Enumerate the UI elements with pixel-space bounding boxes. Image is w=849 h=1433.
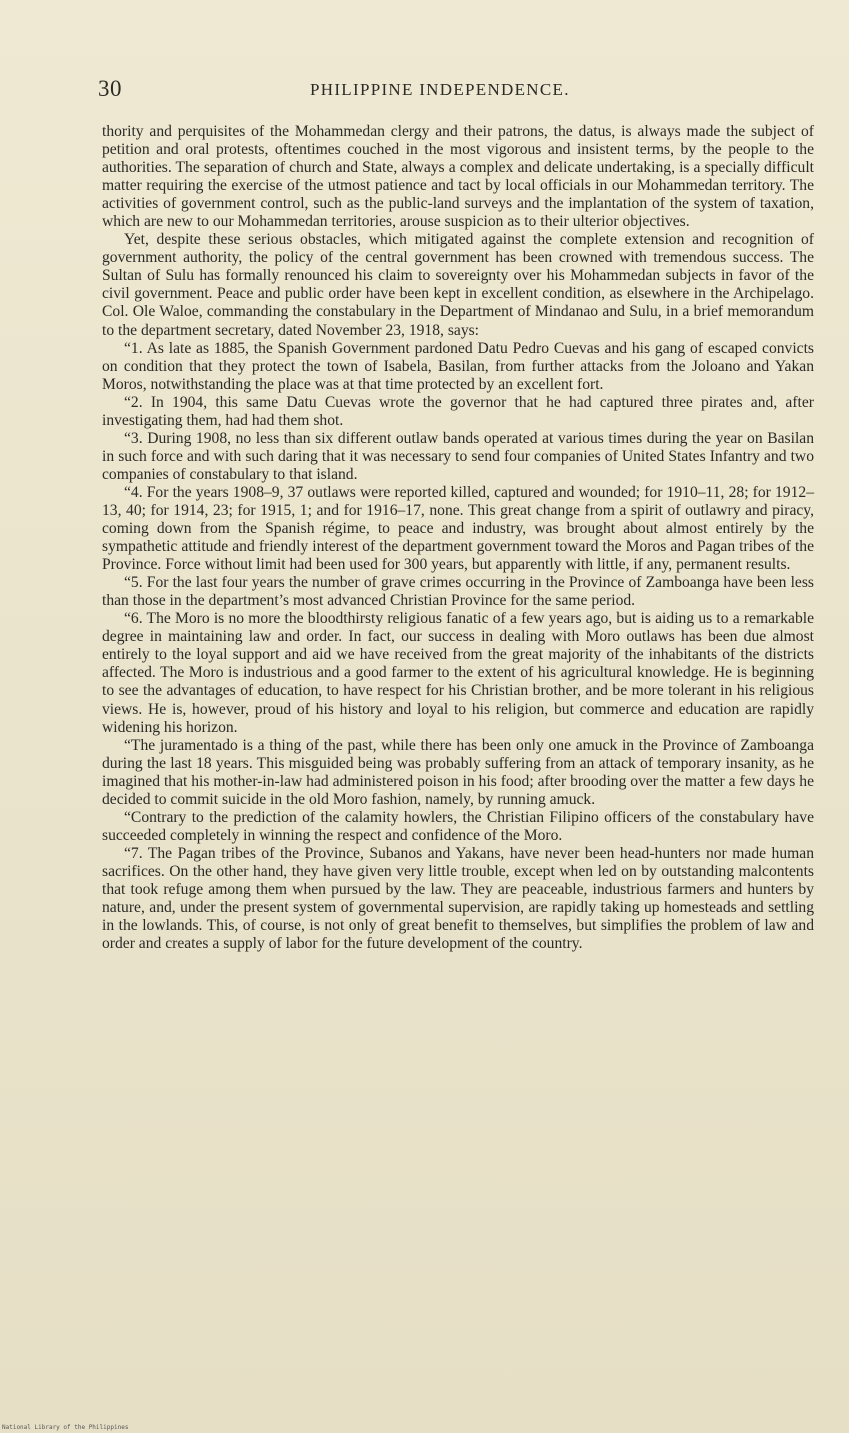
body-text	[102, 123, 814, 953]
paragraph: “4. For the years 1908–9, 37 outlaws were reported killed, captured and wounded; for 1910–11, 28; for 1912–13, 40; for 1914, 23; for 1915, 1; and for 1916–17, none. This great change from a spirit of outlawry and piracy, coming down from the Spanish régime, to peace and industry, was brought about almost entirely by the sympathetic attitude and friendly interest of the department government toward the Moros and Pagan tribes of the Province. Force without limit had been used for 300 years, but apparently with little, if any, permanent results.	[102, 483, 814, 574]
paragraph: “7. The Pagan tribes of the Province, Subanos and Yakans, have never been head-hunters nor made human sacrifices. On the other hand, they have given very little trouble, except when led on by outstanding malcontents that took refuge among them when pursued by the law. They are peaceable, industrious farmers and hunters by nature, and, under the present system of governmental supervision, are rapidly taking up homesteads and settling in the lowlands. This, of course, is not only of great benefit to themselves, but simplifies the problem of law and order and creates a supply of labor for the future development of the country.	[102, 844, 814, 953]
paragraph: Yet, despite these serious obstacles, which mitigated against the complete extension and recognition of government authority, the policy of the central government has been crowned with tremendous success. The Sultan of Sulu has formally renounced his claim to sovereignty over his Mohammedan subjects in favor of the civil government. Peace and public order have been kept in excellent condition, as elsewhere in the Archipelago. Col. Ole Waloe, commanding the constabulary in the Department of Mindanao and Sulu, in a brief memorandum to the department secretary, dated November 23, 1918, says:	[102, 231, 814, 339]
running-title: PHILIPPINE INDEPENDENCE.	[310, 80, 570, 99]
paragraph: “1. As late as 1885, the Spanish Government pardoned Datu Pedro Cuevas and his gang of escaped convicts on condition that they protect the town of Isabela, Basilan, from further attacks from the Joloano and Yakan Moros, notwithstanding the place was at that time protected by an excellent fort.	[102, 339, 814, 393]
paragraph: “5. For the last four years the number of grave crimes occurring in the Province of Zamboanga have been less than those in the department’s most advanced Christian Province for the same period.	[102, 574, 814, 610]
page-header	[98, 76, 818, 104]
paragraph: “2. In 1904, this same Datu Cuevas wrote the governor that he had captured three pirates and, after investigating them, had had them shot.	[102, 393, 814, 429]
paragraph: “Contrary to the prediction of the calamity howlers, the Christian Filipino officers of the constabulary have succeeded completely in winning the respect and confidence of the Moro.	[102, 808, 814, 844]
paragraph: “6. The Moro is no more the bloodthirsty religious fanatic of a few years ago, but is aiding us to a remarkable degree in maintaining law and order. In fact, our success in dealing with Moro outlaws has been due almost entirely to the loyal support and aid we have received from the great majority of the inhabitants of the districts affected. The Moro is industrious and a good farmer to the extent of his agricultural knowledge. He is beginning to see the advantages of education, to have respect for his Christian brother, and be more tolerant in his religious views. He is, however, proud of his history and loyal to his religion, but commerce and education are rapidly widening his horizon.	[102, 610, 814, 736]
paragraph: thority and perquisites of the Mohammedan clergy and their patrons, the datus, is always made the subject of petition and oral protests, oftentimes couched in the most vigorous and insistent terms, by the people to the authorities. The separation of church and State, always a complex and delicate undertaking, is a specially difficult matter requiring the exercise of the utmost patience and tact by local officials in our Mohammedan territory. The activities of government control, such as the public-land surveys and the implantation of the system of taxation, which are new to our Mohammedan territories, arouse suspicion as to their ulterior objectives.	[102, 123, 814, 231]
source-footer: National Library of the Philippines	[2, 1424, 129, 1431]
paragraph: “The juramentado is a thing of the past, while there has been only one amuck in the Province of Zamboanga during the last 18 years. This misguided being was probably suffering from an attack of temporary insanity, as he imagined that his mother-in-law had administered poison in his food; after brooding over the matter a few days he decided to commit suicide in the old Moro fashion, namely, by running amuck.	[102, 736, 814, 808]
page-number: 30	[98, 76, 122, 101]
paragraph: “3. During 1908, no less than six different outlaw bands operated at various times during the year on Basilan in such force and with such daring that it was necessary to send four companies of United States Infantry and two companies of constabulary to that island.	[102, 429, 814, 483]
